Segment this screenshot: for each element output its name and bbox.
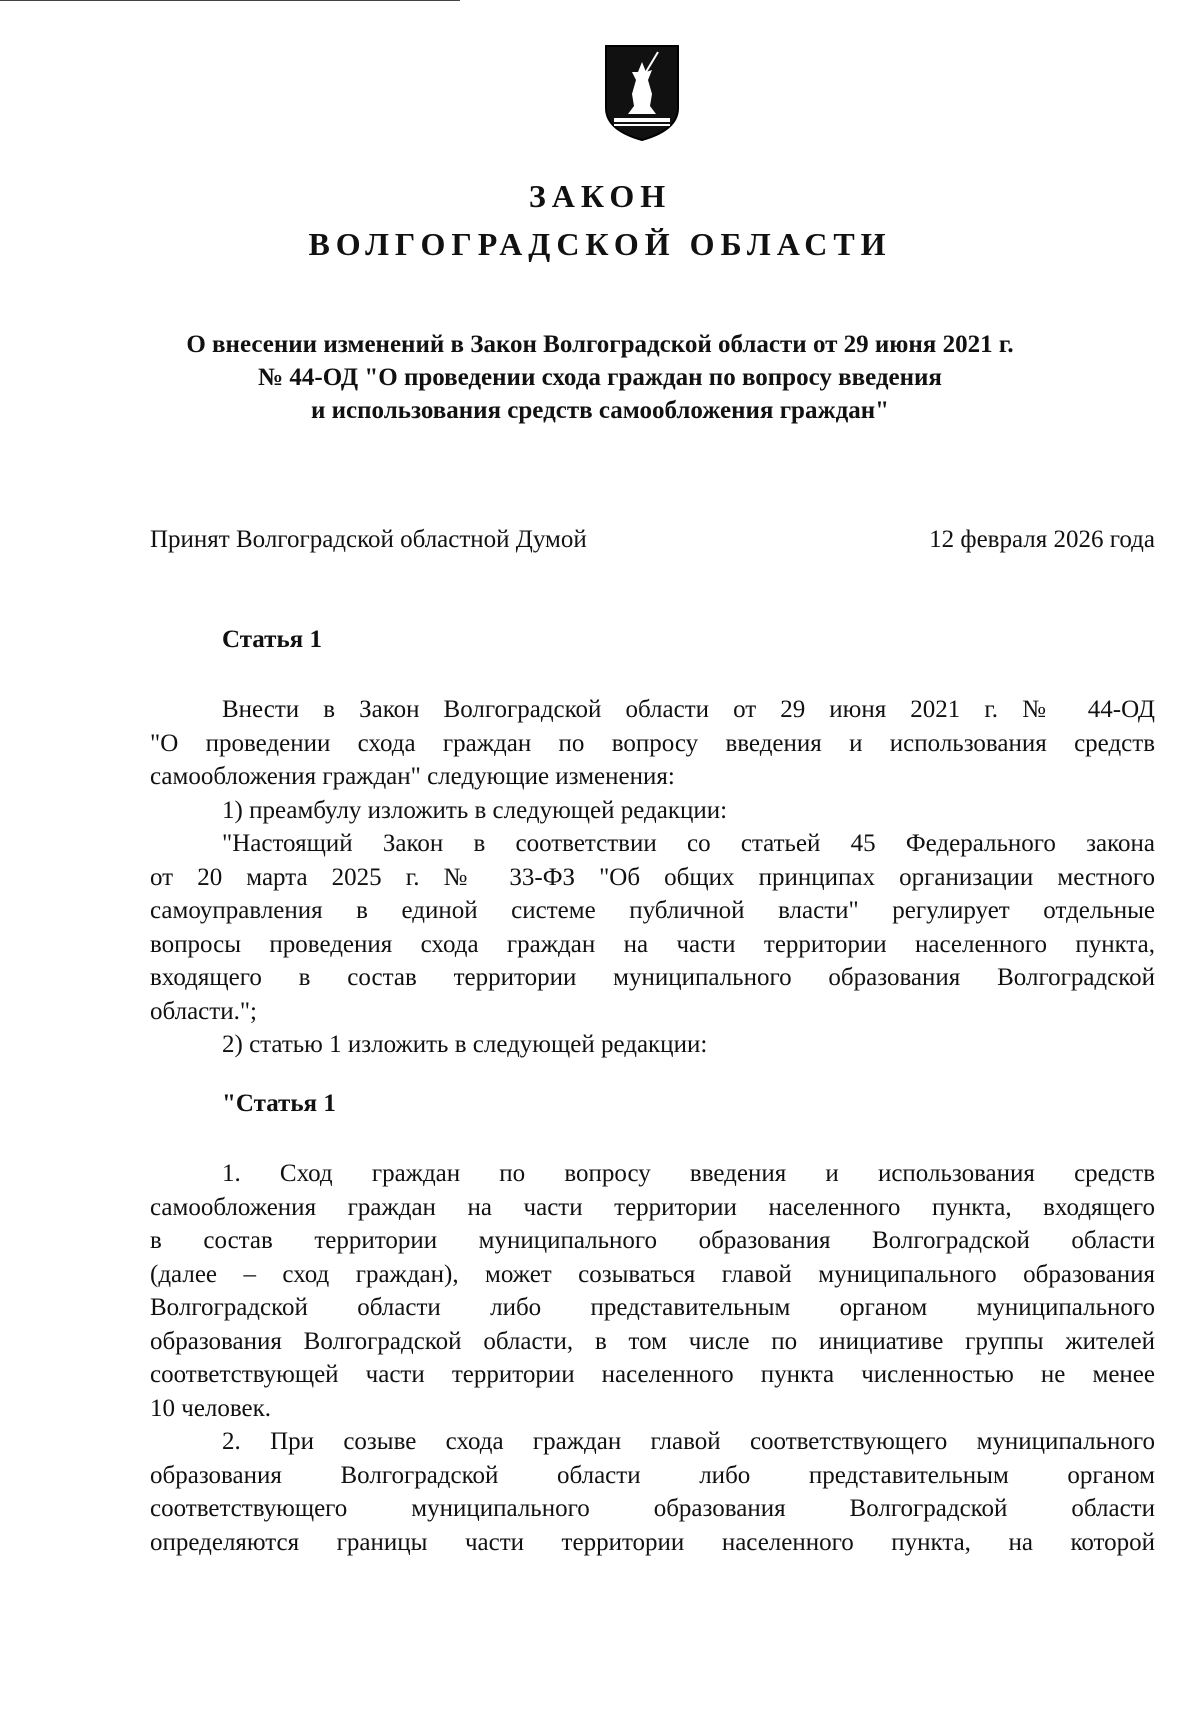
- adopted-by: Принят Волгоградской областной Думой: [150, 526, 587, 553]
- text-line: (далее – сход граждан), может созываться главой муниципального образования: [150, 1260, 1155, 1288]
- item-1: 1) преамбулу изложить в следующей редакции:: [222, 796, 728, 824]
- text-line: самоуправления в единой системе публичной власти" регулирует отдельные: [150, 897, 1155, 924]
- subtitle-line: № 44-ОД "О проведении схода граждан по вопросу введения: [258, 364, 942, 391]
- text-line: в состав территории муниципального образования Волгоградской области: [150, 1227, 1155, 1254]
- text-line: Волгоградской области либо представительным органом муниципального: [150, 1294, 1155, 1321]
- subtitle-line: и использования средств самообложения граждан": [310, 397, 890, 424]
- document-title-line2: ВОЛГОГРАДСКОЙ ОБЛАСТИ: [308, 226, 892, 262]
- text-line: образования Волгоградской области либо представительным органом: [150, 1461, 1155, 1489]
- subtitle-line: О внесении изменений в Закон Волгоградской области от 29 июня 2021 г.: [186, 331, 1014, 358]
- text-line: 1. Сход граждан по вопросу введения и использования средств: [222, 1160, 1155, 1187]
- article-heading: Статья 1: [222, 626, 322, 653]
- top-scan-line: [0, 0, 460, 1]
- coat-of-arms-icon: [602, 42, 682, 144]
- new-article-heading: "Статья 1: [222, 1090, 336, 1117]
- text-line: соответствующего муниципального образования Волгоградской области: [150, 1495, 1155, 1522]
- text-line: области.";: [150, 997, 257, 1025]
- law-subtitle: [150, 328, 1050, 427]
- text-line: от 20 марта 2025 г. № 33-ФЗ "Об общих принципах организации местного: [150, 863, 1155, 891]
- new-article-body: [150, 1157, 1155, 1559]
- article-intro: [150, 693, 1155, 1062]
- document-title-line1: ЗАКОН: [528, 178, 672, 214]
- text-line: образования Волгоградской области, в том числе по инициативе группы жителей: [150, 1327, 1155, 1355]
- adoption-date: 12 февраля 2026 года: [929, 526, 1155, 553]
- text-line: "Настоящий Закон в соответствии со статьей 45 Федерального закона: [222, 830, 1155, 857]
- item-2: 2) статью 1 изложить в следующей редакции:: [222, 1031, 708, 1058]
- text-line: соответствующей части территории населенного пункта численностью не менее: [150, 1361, 1155, 1388]
- text-line: самообложения граждан на части территории населенного пункта, входящего: [150, 1193, 1155, 1221]
- text-line: вопросы проведения схода граждан на части территории населенного пункта,: [150, 930, 1155, 958]
- text-line: входящего в состав территории муниципального образования Волгоградской: [150, 964, 1155, 991]
- text-line: 10 человек.: [150, 1394, 272, 1422]
- text-line: определяются границы части территории населенного пункта, на которой: [150, 1528, 1155, 1556]
- text-line: Внести в Закон Волгоградской области от 29 июня 2021 г. № 44-ОД: [222, 696, 1155, 723]
- text-line: "О проведении схода граждан по вопросу введения и использования средств: [150, 729, 1155, 757]
- text-line: самообложения граждан" следующие изменения:: [150, 763, 675, 790]
- text-line: 2. При созыве схода граждан главой соответствующего муниципального: [222, 1428, 1155, 1455]
